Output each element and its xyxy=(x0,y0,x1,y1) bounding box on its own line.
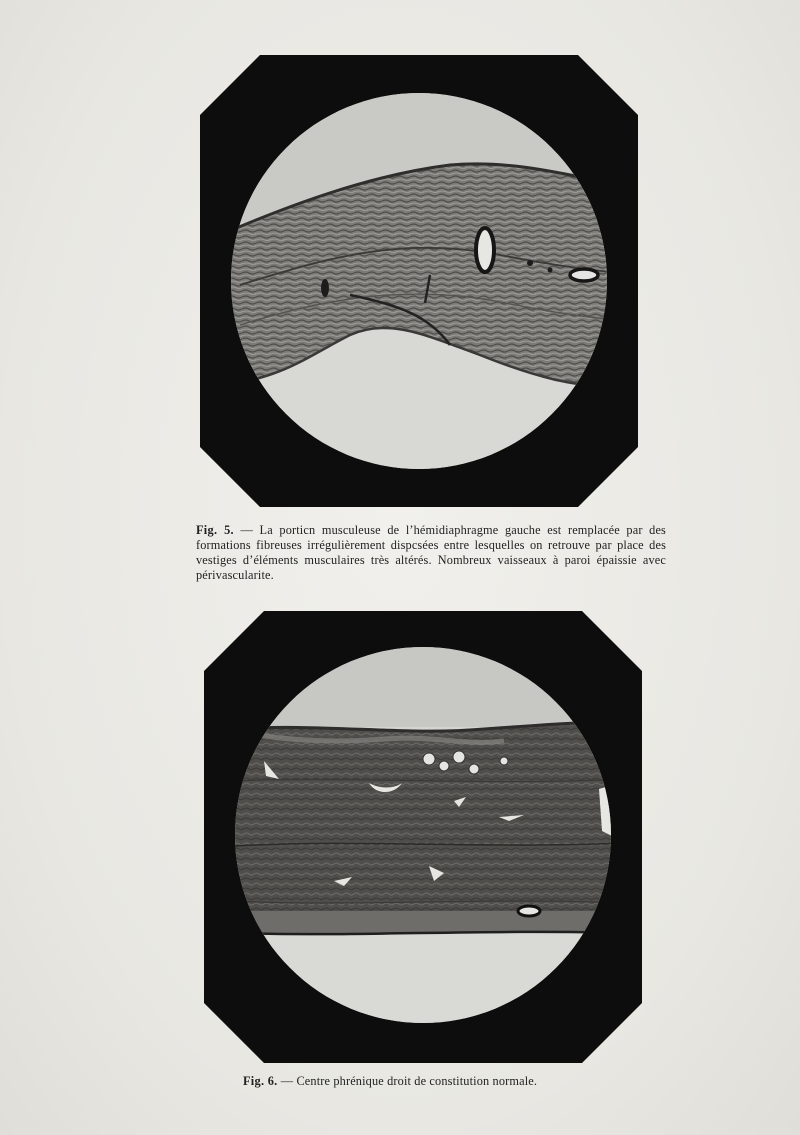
figure-5-image xyxy=(200,55,638,507)
figure-6-caption xyxy=(243,1074,643,1089)
vessel-cross-section xyxy=(476,228,494,272)
figure-5-caption-text: — La porticn musculeuse de l’hémidiaphragme gauche est remplacée par des formations fibreuses irrégulièrement dispcsées entre lesquelles on retrouve par place des vestiges d’éléments musculaires très altérés. Nombreux vaisseaux à paroi épaissie avec périvascularite. xyxy=(196,523,666,582)
figure-6-micrograph xyxy=(204,611,642,1063)
figure-5-label: Fig. 5. xyxy=(196,523,234,537)
figure-6-label: Fig. 6. xyxy=(243,1074,278,1088)
figure-6-caption-text: — Centre phrénique droit de constitution normale. xyxy=(277,1074,538,1088)
figure-5-caption xyxy=(196,523,666,583)
vessel-cross-section xyxy=(518,906,540,916)
figure-6-image xyxy=(204,611,642,1063)
figure-5-micrograph xyxy=(200,55,638,507)
